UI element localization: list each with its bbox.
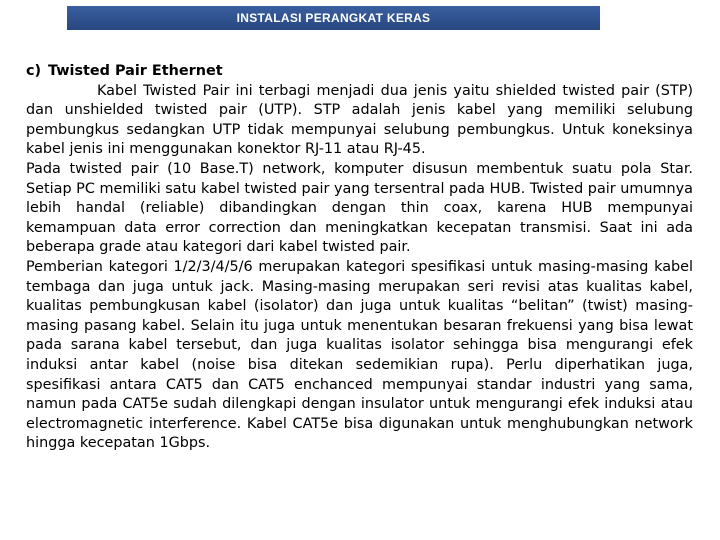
paragraph-1: Kabel Twisted Pair ini terbagi menjadi dua jenis yaitu shielded twisted pair (STP) dan unshielded twisted pair (UTP). STP adalah jenis kabel yang memiliki selubung pembungkus sedangkan UTP tidak mempunyai selubung pembungkus. Untuk koneksinya kabel jenis ini menggunakan konektor RJ-11 atau RJ-45.	[26, 82, 693, 158]
section-marker: c)	[26, 63, 42, 79]
document-body	[26, 62, 693, 454]
section-heading	[26, 62, 693, 82]
title-banner	[67, 6, 600, 30]
paragraph-3: Pemberian kategori 1/2/3/4/5/6 merupakan kategori spesifikasi untuk masing-masing kabel tembaga dan juga untuk jack. Masing-masing merupakan seri revisi atas kualitas kabel, kualitas pembungkusan kabel (isolator) dan juga untuk kualitas “belitan” (twist) masing-masing pasang kabel. Selain itu juga untuk menentukan besaran frekuensi yang bisa lewat pada sarana kabel tersebut, dan juga kualitas isolator sehingga bisa mengurangi efek induksi antar kabel (noise bisa ditekan sedemikian rupa). Perlu diperhatikan juga, spesifikasi antara CAT5 dan CAT5 enchanced mempunyai standar industri yang sama, namun pada CAT5e sudah dilengkapi dengan insulator untuk mengurangi efek induksi atau electromagnetic interference. Kabel CAT5e bisa digunakan untuk menghubungkan network hingga kecepatan 1Gbps.	[26, 258, 693, 452]
page-title: INSTALASI PERANGKAT KERAS	[236, 11, 431, 25]
paragraph-2: Pada twisted pair (10 Base.T) network, komputer disusun membentuk suatu pola Star. Setiap PC memiliki satu kabel twisted pair yang tersentral pada HUB. Twisted pair umumnya lebih handal (reliable) dibandingkan dengan thin coax, karena HUB mempunyai kemampuan data error correction dan meningkatkan kecepatan transmisi. Saat ini ada beberapa grade atau kategori dari kabel twisted pair.	[26, 160, 693, 256]
section-heading-text: Twisted Pair Ethernet	[48, 63, 223, 79]
